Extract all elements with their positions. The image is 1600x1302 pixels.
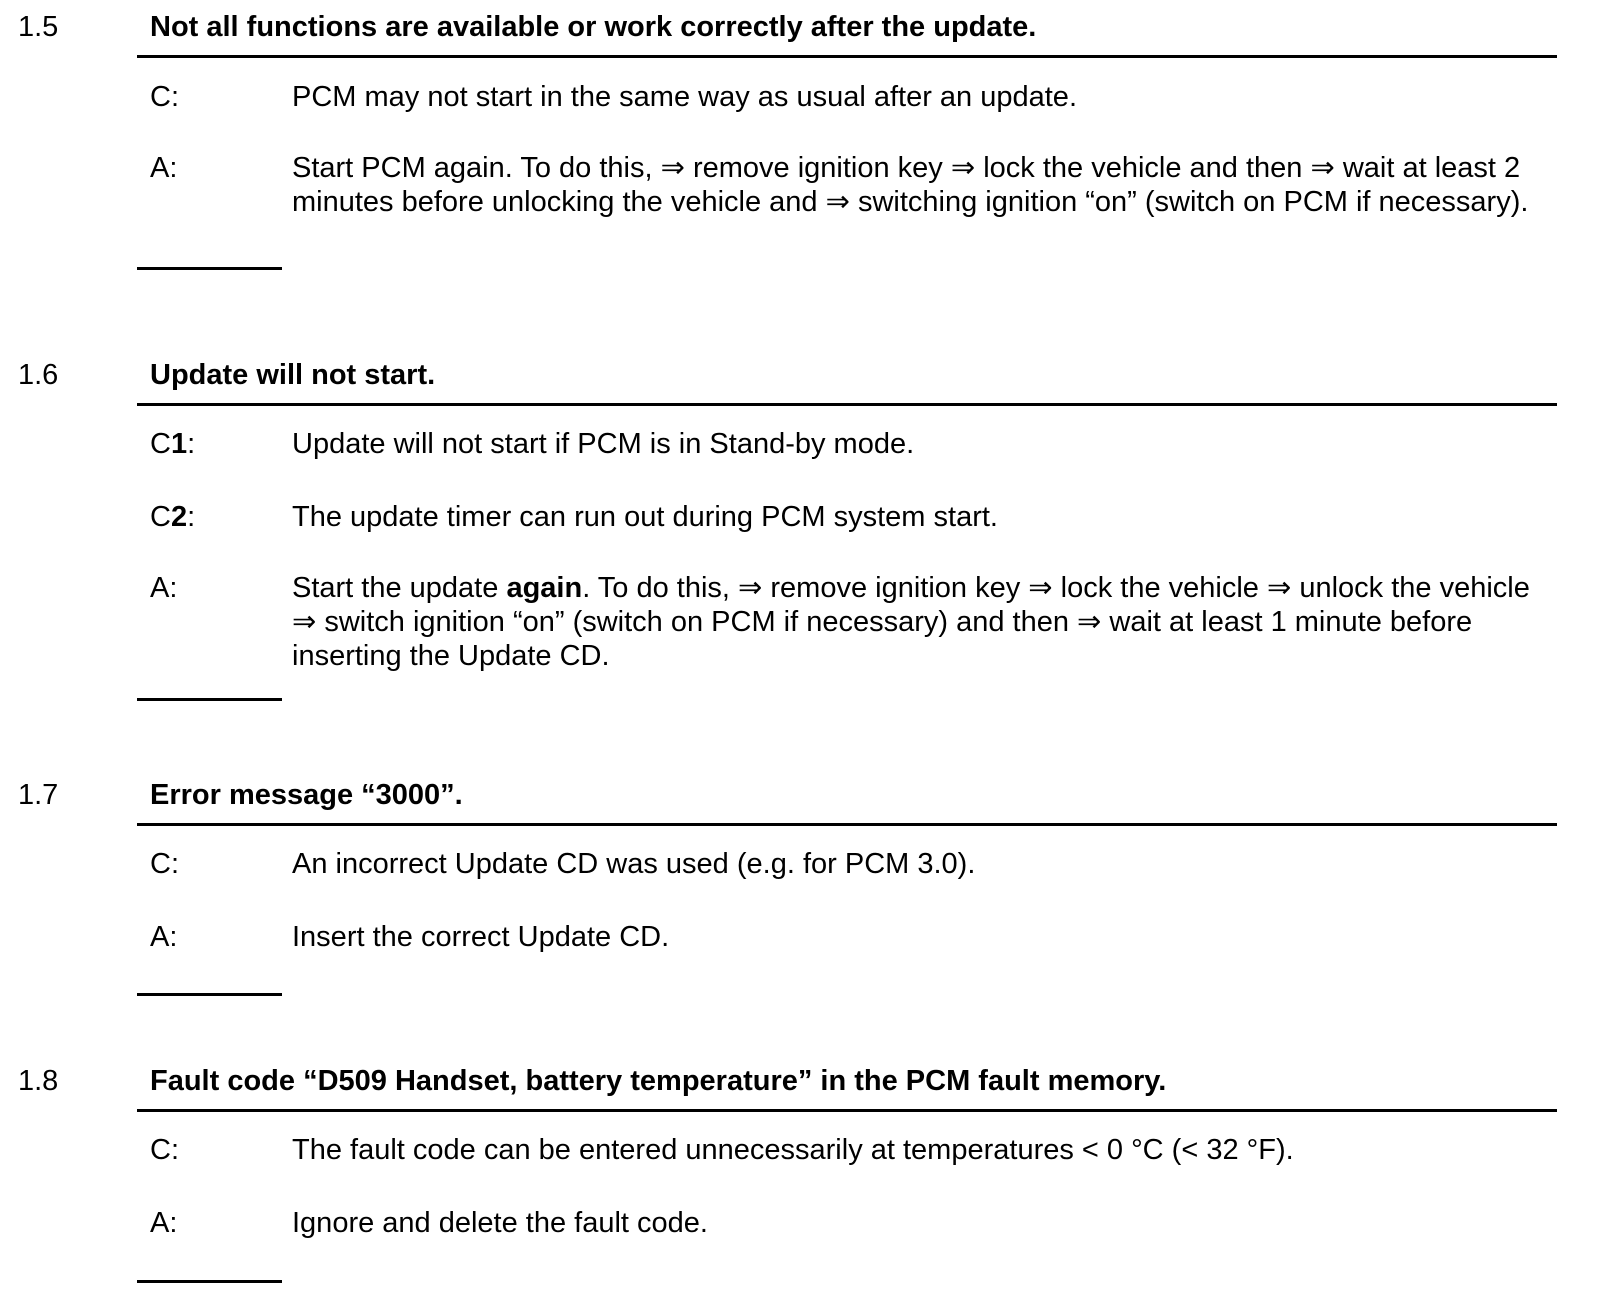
section-title: Update will not start. [150,359,436,391]
section-end-rule [137,698,282,701]
cause-text: Update will not start if PCM is in Stand-by mode. [292,428,915,460]
label-suffix: : [187,501,196,533]
action-text: Ignore and delete the fault code. [292,1207,708,1239]
section-number: 1.6 [18,359,59,391]
cause-label [150,427,195,461]
section-rule [137,1109,1557,1112]
section-number: 1.7 [18,779,59,811]
label-prefix: C [150,501,171,533]
label-suffix: : [187,428,196,460]
cause-label: C: [150,1134,179,1166]
section-end-rule [137,1280,282,1283]
cause-label: C: [150,81,179,113]
section-rule [137,403,1557,406]
action-text-rest: . To do this, ⇒ remove ignition key ⇒ lock the vehicle ⇒ unlock the vehicle ⇒ switch ignition “on” (switch on PCM if necessary) and then ⇒ wait at least 1 minute before inserting the Update CD. [292,572,1530,672]
action-text: Insert the correct Update CD. [292,921,670,953]
section-number: 1.8 [18,1065,59,1097]
section-title: Error message “3000”. [150,779,463,811]
section-rule [137,823,1557,826]
section-end-rule [137,993,282,996]
cause-text: An incorrect Update CD was used (e.g. for PCM 3.0). [292,848,976,880]
label-number: 1 [170,428,188,460]
cause-label: C: [150,848,179,880]
cause-text: PCM may not start in the same way as usual after an update. [292,81,1077,113]
section-title: Fault code “D509 Handset, battery temperature” in the PCM fault memory. [150,1065,1167,1097]
cause-text: The fault code can be entered unnecessarily at temperatures < 0 °C (< 32 °F). [292,1134,1294,1166]
section-rule [137,55,1557,58]
section-number: 1.5 [18,11,59,43]
cause-text: The update timer can run out during PCM system start. [292,501,998,533]
action-label: A: [150,572,178,604]
action-label: A: [150,1207,178,1239]
action-text-start: Start the update [292,572,507,604]
action-text-emphasis: again [506,572,583,604]
section-title: Not all functions are available or work correctly after the update. [150,11,1037,43]
action-text [292,571,1552,673]
action-label: A: [150,152,178,184]
action-label: A: [150,921,178,953]
section-end-rule [137,267,282,270]
label-prefix: C [150,428,171,460]
label-number: 2 [170,501,188,533]
action-text: Start PCM again. To do this, ⇒ remove ignition key ⇒ lock the vehicle and then ⇒ wait at least 2 minutes before unlocking the vehicle and ⇒ switching ignition “on” (switch on PCM if necessary). [292,152,1529,218]
cause-label [150,500,195,534]
